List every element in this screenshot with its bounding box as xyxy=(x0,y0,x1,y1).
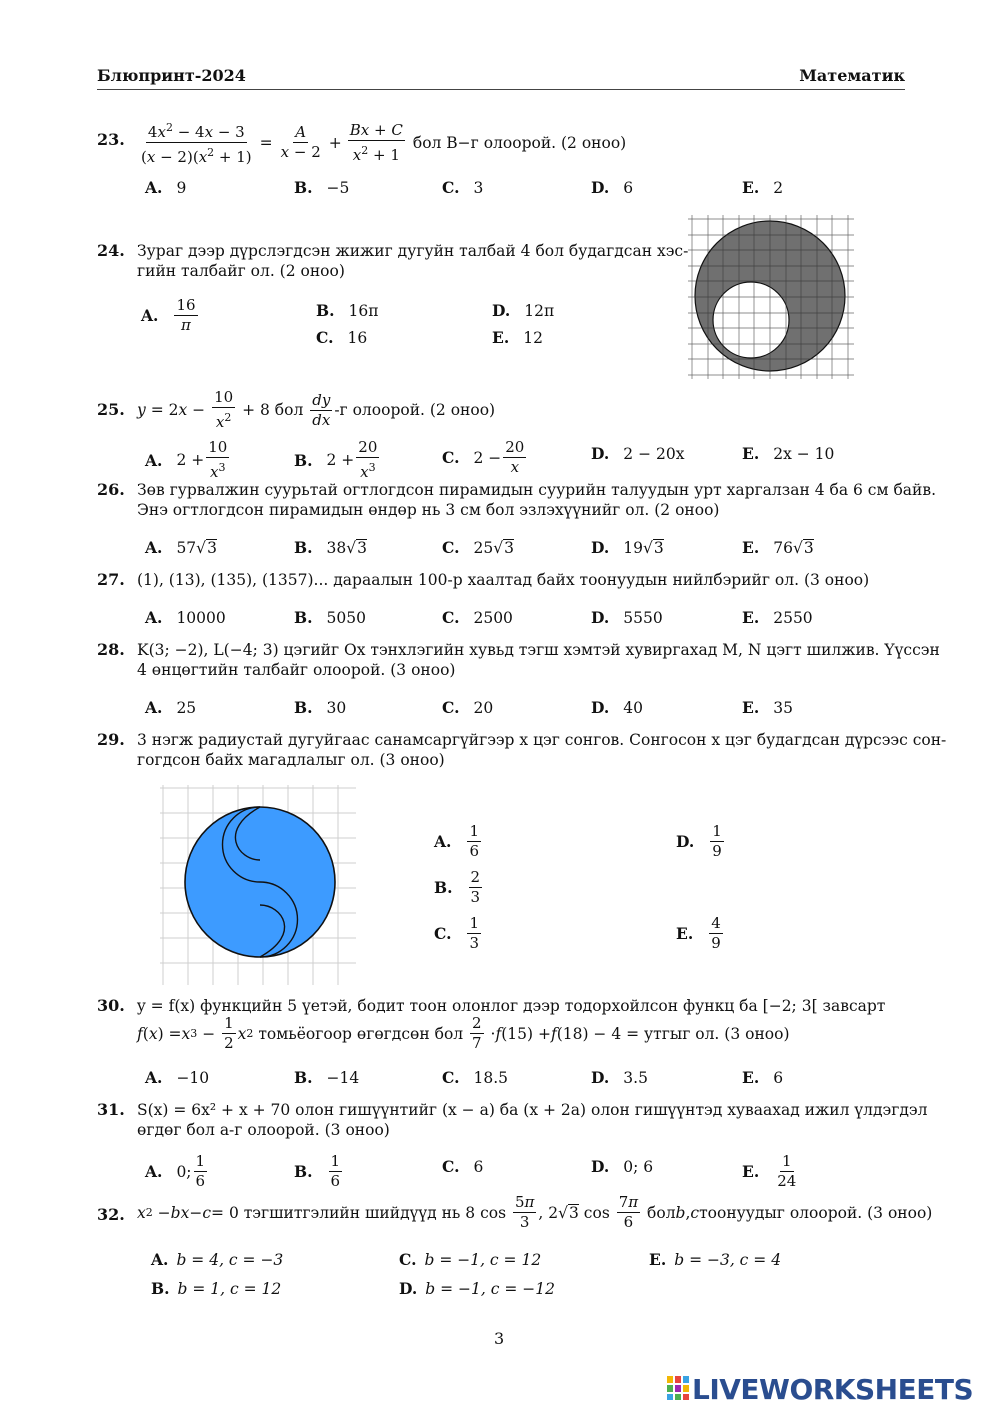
q29-number: 29. xyxy=(97,730,125,749)
q26-text-line2: Энэ огтлогдсон пирамидын өндөр нь 3 см бол эзлэхүүнийг ол. (2 оноо) xyxy=(137,501,720,519)
liveworksheets-logo-icon xyxy=(666,1375,690,1401)
q31-text-line1: S(x) = 6x² + x + 70 олон гишүүнтийг (x − a) ба (x + 2a) олон гишүүнтэд хуваахад ижил үлдэгдэл xyxy=(137,1101,928,1119)
q32-option-a[interactable]: A. b = 4, c = −3 xyxy=(151,1250,284,1269)
q25-option-b[interactable]: B. 2 + $\frac{20}{x^3}$ xyxy=(294,438,378,481)
q24-figure-ring xyxy=(688,215,854,379)
q29-text-line1: 3 нэгж радиустай дугуйгаас санамсаргүйгээр x цэг сонгов. Сонгосон x цэг будагдсан дүрсээс сон- xyxy=(137,731,947,749)
q25-tail: -г олоорой. (2 оноо) xyxy=(334,401,496,419)
q30-option-c[interactable]: C. 18.5 xyxy=(442,1068,508,1087)
q27-option-c[interactable]: C. 2500 xyxy=(442,608,513,627)
q23-option-d[interactable]: D. 6 xyxy=(591,178,634,197)
header-left: Блюпринт-2024 xyxy=(97,66,246,85)
q29-option-a[interactable]: A. 1 6 xyxy=(434,822,479,860)
q30-option-b[interactable]: B. −14 xyxy=(294,1068,360,1087)
q28-option-b[interactable]: B. 30 xyxy=(294,698,347,717)
q30-number: 30. xyxy=(97,996,125,1015)
page-number: 3 xyxy=(494,1329,505,1348)
q24-option-c[interactable]: C. 16 xyxy=(316,328,368,347)
q31-option-c[interactable]: C. 6 xyxy=(442,1157,484,1176)
q25-option-e[interactable]: E. 2x − 10 xyxy=(742,444,835,463)
q26-option-a[interactable]: A. 57 √ 3 xyxy=(145,538,217,557)
q23-option-a[interactable]: A. 9 xyxy=(145,178,187,197)
q25-option-c[interactable]: C. 2 − $\frac{20}{x}$ xyxy=(442,438,525,476)
q24-option-d[interactable]: D. 12π xyxy=(492,301,555,320)
q25-number: 25. xyxy=(97,400,125,419)
q32-option-c[interactable]: C. b = −1, c = 12 xyxy=(399,1250,542,1269)
q28-text-line2: 4 өнцөгтийн талбайг олоорой. (3 оноо) xyxy=(137,661,456,679)
q29-text-line2: гогдсон байх магадлалыг ол. (3 оноо) xyxy=(137,751,445,769)
q25-text: y = 2 x − 10 $x^2$ + 8 бол dy dx -г олоорой. (2 оноо) xyxy=(137,388,496,431)
q32-text: x 2 − bx − c = 0 тэгшитгэлийн шийдүүд нь 8 cos 5π 3 , 2 √ 3 cos 7π 6 бол b , c тоонуудыг олоорой. (3 оноо) xyxy=(137,1193,933,1231)
q31-option-e[interactable]: E. 1 24 xyxy=(742,1152,797,1190)
q25-option-d[interactable]: D. 2 − 20x xyxy=(591,444,685,463)
header-rule xyxy=(97,89,905,90)
q27-number: 27. xyxy=(97,570,125,589)
q28-option-c[interactable]: C. 20 xyxy=(442,698,494,717)
q30-option-e[interactable]: E. 6 xyxy=(742,1068,784,1087)
q26-number: 26. xyxy=(97,480,125,499)
q32-option-e[interactable]: E. b = −3, c = 4 xyxy=(649,1250,782,1269)
q25-option-a[interactable]: A. 2 + $\frac{10}{x^3}$ xyxy=(145,438,228,481)
q27-text: (1), (13), (135), (1357)... дараалын 100-р хаалтад байх тоонуудын нийлбэрийг ол. (3 оноо) xyxy=(137,571,870,589)
q27-option-b[interactable]: B. 5050 xyxy=(294,608,366,627)
q29-figure-yin-yang xyxy=(160,785,356,985)
q31-option-b[interactable]: B. 1 6 xyxy=(294,1152,341,1190)
q28-option-e[interactable]: E. 35 xyxy=(742,698,793,717)
q24-option-e[interactable]: E. 12 xyxy=(492,328,543,347)
q26-option-c[interactable]: C. 25 √ 3 xyxy=(442,538,514,557)
q24-text-line2: гийн талбайг ол. (2 оноо) xyxy=(137,262,345,280)
q29-option-b[interactable]: B. 2 3 xyxy=(434,868,481,906)
q29-option-d[interactable]: D. 1 9 xyxy=(676,822,722,860)
q23-tail: бол B−г олоорой. (2 оноо) xyxy=(412,133,627,152)
q31-option-a[interactable]: A. 0; 1 6 xyxy=(145,1152,206,1190)
q27-option-e[interactable]: E. 2550 xyxy=(742,608,813,627)
q26-option-b[interactable]: B. 38 √ 3 xyxy=(294,538,367,557)
q23-option-e[interactable]: E. 2 xyxy=(742,178,784,197)
q28-text-line1: K(3; −2), L(−4; 3) цэгийг Ox тэнхлэгийн хувьд тэгш хэмтэй хувиргахад M, N цэгт шилжив. Үүссэн xyxy=(137,641,940,659)
q24-number: 24. xyxy=(97,241,125,260)
q28-number: 28. xyxy=(97,640,125,659)
q32-option-b[interactable]: B. b = 1, c = 12 xyxy=(151,1279,282,1298)
q31-number: 31. xyxy=(97,1100,125,1119)
q29-option-c[interactable]: C. 1 3 xyxy=(434,914,480,952)
q28-option-a[interactable]: A. 25 xyxy=(145,698,197,717)
q31-text-line2: өгдөг бол a-г олоорой. (3 оноо) xyxy=(137,1121,390,1139)
q32-option-d[interactable]: D. b = −1, c = −12 xyxy=(399,1279,555,1298)
q27-option-d[interactable]: D. 5550 xyxy=(591,608,663,627)
q30-option-a[interactable]: A. −10 xyxy=(145,1068,210,1087)
q23-text: $\frac{4x^2 - 4x - 3}{(x - 2)(x^2 + 1)}$ = $\frac{A}{x - 2}$ + $\frac{Bx + C}{x^2 + 1}$ бол B−г олоорой. (2 оноо) xyxy=(137,118,626,167)
q24-text-line1: Зураг дээр дүрслэгдсэн жижиг дугуйн талбай 4 бол будагдсан хэс- xyxy=(137,242,689,260)
q30-option-d[interactable]: D. 3.5 xyxy=(591,1068,648,1087)
q32-number: 32. xyxy=(97,1205,125,1224)
q26-option-d[interactable]: D. 19 √ 3 xyxy=(591,538,664,557)
q28-option-d[interactable]: D. 40 xyxy=(591,698,644,717)
q23-number: 23. xyxy=(97,130,125,149)
q23-option-b[interactable]: B. −5 xyxy=(294,178,350,197)
q26-option-e[interactable]: E. 76 √ 3 xyxy=(742,538,814,557)
header-right: Математик xyxy=(799,66,905,85)
q31-option-d[interactable]: D. 0; 6 xyxy=(591,1157,654,1176)
q23-option-c[interactable]: C. 3 xyxy=(442,178,484,197)
liveworksheets-logo-text[interactable]: LIVEWORKSHEETS xyxy=(692,1373,974,1406)
q30-text-line2: f ( x ) = x 3 − 1 2 x 2 томьёогоор өгөгдсөн бол 2 7 · f (15) + f (18) − 4 = утгыг ол. (3 оноо) xyxy=(137,1014,790,1052)
q26-text-line1: Зөв гурвалжин суурьтай огтлогдсон пирамидын суурийн талуудын урт харгалзан 4 ба 6 см байв. xyxy=(137,481,937,499)
q30-text-line1: y = f(x) функцийн 5 үетэй, бодит тоон олонлог дээр тодорхойлсон функц ба [−2; 3[ завсарт xyxy=(137,997,886,1015)
q27-option-a[interactable]: A. 10000 xyxy=(145,608,226,627)
q29-option-e[interactable]: E. 4 9 xyxy=(676,914,721,952)
q24-option-a[interactable]: A. 16 π xyxy=(141,296,196,334)
q24-option-b[interactable]: B. 16π xyxy=(316,301,379,320)
